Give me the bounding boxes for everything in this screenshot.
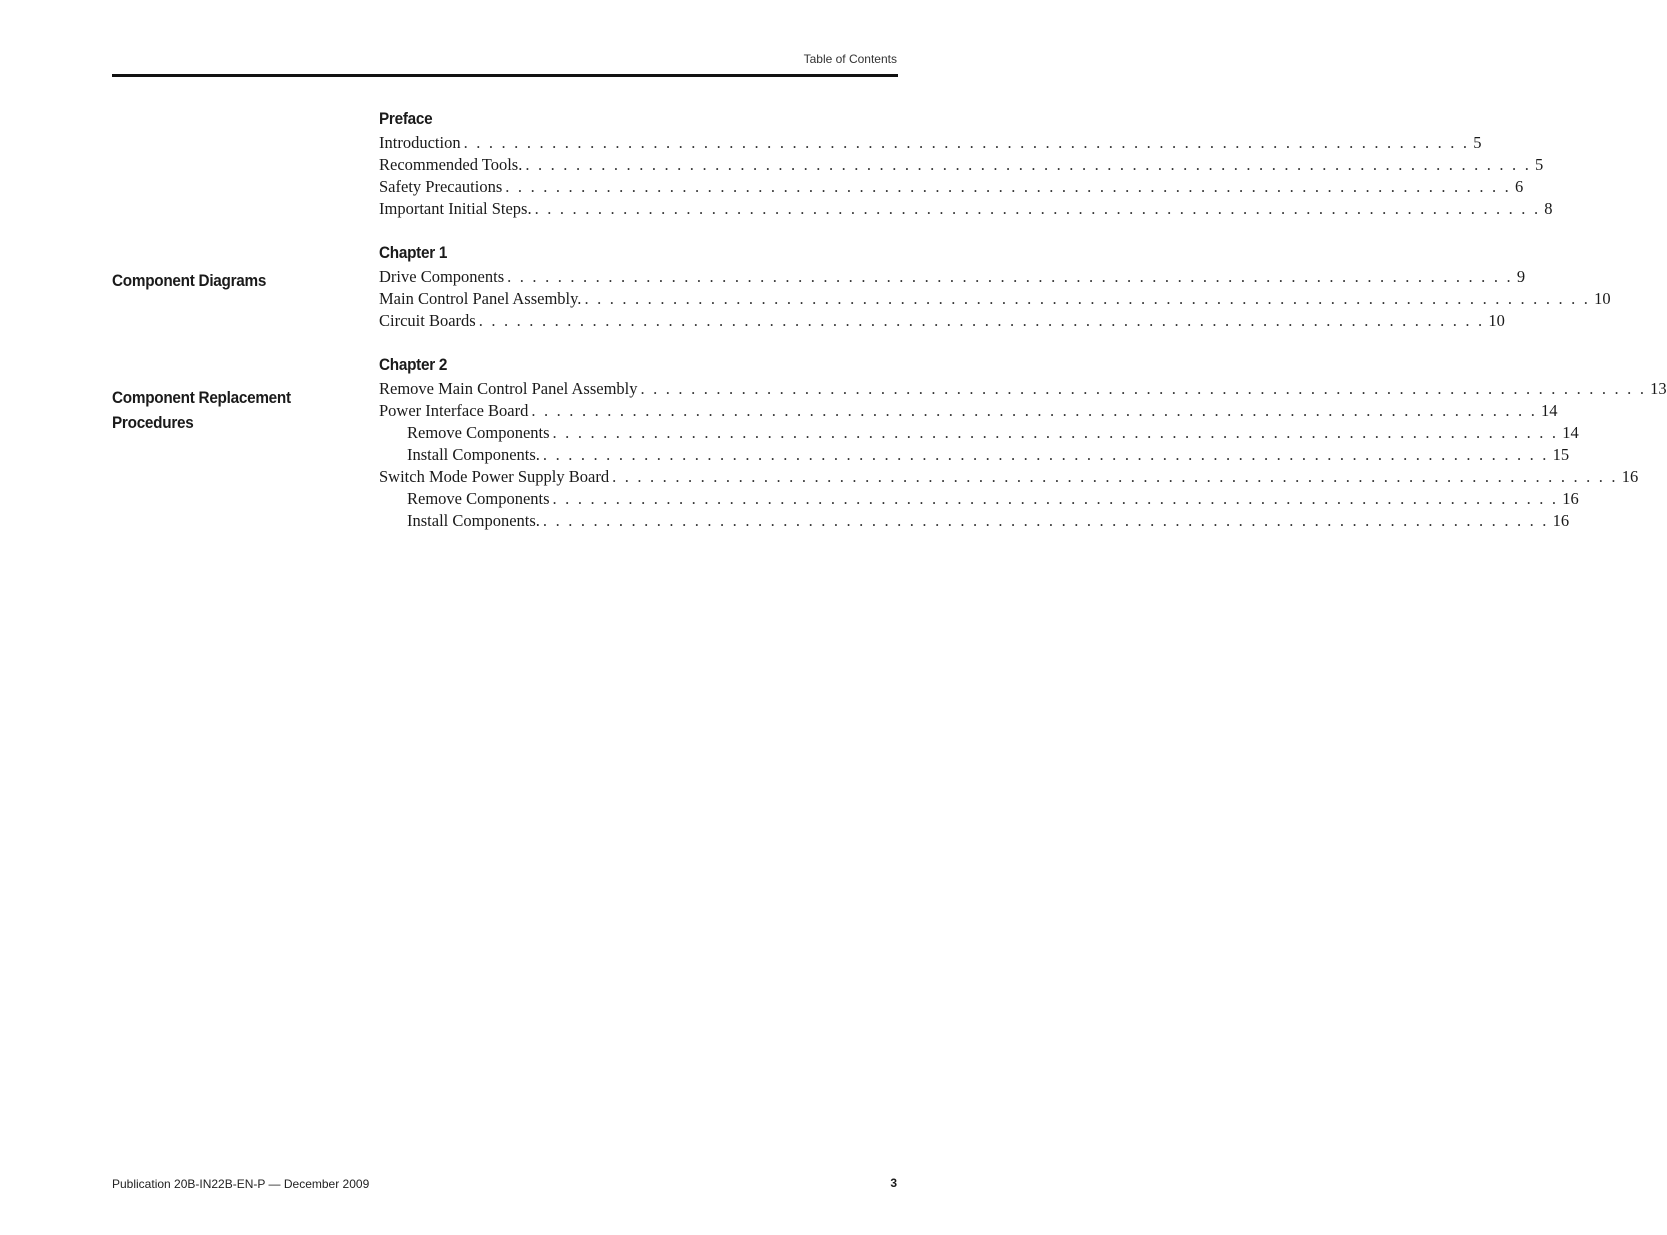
toc-entry[interactable] bbox=[379, 422, 1579, 444]
toc-entry-page: 8 bbox=[1544, 199, 1553, 218]
toc-entry-text: Safety Precautions bbox=[379, 177, 503, 196]
dot-leader: . . . . . . . . . . . . . . . . . . . . . . . . . . . . . . . . . . . . . . . . . . . . . . . . . . . . . . . . . . . . . . . . . . . . . . . . . . . . . . . . bbox=[478, 311, 1485, 330]
section-label: Chapter 2 bbox=[379, 355, 448, 374]
dot-leader: . . . . . . . . . . . . . . . . . . . . . . . . . . . . . . . . . . . . . . . . . . . . . . . . . . . . . . . . . . . . . . . . . . . . . . . . . . . . . . . . bbox=[525, 155, 1532, 174]
running-head: Table of Contents bbox=[803, 52, 897, 66]
toc-entry-text: Circuit Boards bbox=[379, 311, 476, 330]
toc-entry-text: Main Control Panel Assembly. bbox=[379, 289, 582, 308]
table-of-contents bbox=[379, 108, 1667, 554]
toc-entry[interactable] bbox=[379, 488, 1579, 510]
dot-leader: . . . . . . . . . . . . . . . . . . . . . . . . . . . . . . . . . . . . . . . . . . . . . . . . . . . . . . . . . . . . . . . . . . . . . . . . . . . . . . . . bbox=[612, 467, 1618, 486]
toc-section bbox=[379, 354, 1667, 532]
toc-entry-text: Switch Mode Power Supply Board bbox=[379, 467, 610, 486]
toc-entry-text: Introduction bbox=[379, 133, 461, 152]
toc-entry[interactable] bbox=[379, 198, 1553, 220]
toc-entry-text: Install Components. bbox=[407, 445, 540, 464]
toc-entry-text: Remove Main Control Panel Assembly bbox=[379, 379, 638, 398]
toc-entry-page: 14 bbox=[1562, 423, 1579, 442]
toc-entry-page: 13 bbox=[1650, 379, 1667, 398]
toc-entry[interactable] bbox=[379, 176, 1524, 198]
dot-leader: . . . . . . . . . . . . . . . . . . . . . . . . . . . . . . . . . . . . . . . . . . . . . . . . . . . . . . . . . . . . . . . . . . . . . . . . . . . . . . . . bbox=[552, 489, 1559, 508]
toc-entry-page: 14 bbox=[1541, 401, 1558, 420]
chapter-2-title: Component Replacement Procedures bbox=[112, 388, 291, 432]
dot-leader: . . . . . . . . . . . . . . . . . . . . . . . . . . . . . . . . . . . . . . . . . . . . . . . . . . . . . . . . . . . . . . . . . . . . . . . . . . . . . . . . bbox=[507, 267, 1513, 286]
toc-entry[interactable] bbox=[379, 510, 1570, 532]
publication-footer: Publication 20B-IN22B-EN-P — December 2009 bbox=[112, 1177, 370, 1191]
dot-leader: . . . . . . . . . . . . . . . . . . . . . . . . . . . . . . . . . . . . . . . . . . . . . . . . . . . . . . . . . . . . . . . . . . . . . . . . . . . . . . . . bbox=[463, 133, 1470, 152]
dot-leader: . . . . . . . . . . . . . . . . . . . . . . . . . . . . . . . . . . . . . . . . . . . . . . . . . . . . . . . . . . . . . . . . . . . . . . . . . . . . . . . . bbox=[531, 401, 1538, 420]
toc-entry-page: 10 bbox=[1594, 289, 1611, 308]
dot-leader: . . . . . . . . . . . . . . . . . . . . . . . . . . . . . . . . . . . . . . . . . . . . . . . . . . . . . . . . . . . . . . . . . . . . . . . . . . . . . . . . bbox=[542, 511, 1549, 530]
section-label: Preface bbox=[379, 109, 433, 128]
toc-entry-page: 6 bbox=[1514, 177, 1524, 196]
toc-section bbox=[379, 242, 1611, 332]
toc-entry-page: 15 bbox=[1552, 445, 1570, 464]
toc-entry-text: Install Components. bbox=[407, 511, 540, 530]
section-label: Chapter 1 bbox=[379, 243, 448, 262]
toc-entry[interactable] bbox=[379, 466, 1639, 488]
toc-entry-text: Recommended Tools. bbox=[379, 155, 523, 174]
toc-entry[interactable] bbox=[379, 378, 1667, 400]
toc-entry[interactable] bbox=[379, 154, 1544, 176]
dot-leader: . . . . . . . . . . . . . . . . . . . . . . . . . . . . . . . . . . . . . . . . . . . . . . . . . . . . . . . . . . . . . . . . . . . . . . . . . . . . . . . . bbox=[542, 445, 1549, 464]
toc-entry-page: 16 bbox=[1552, 511, 1570, 530]
page-number: 3 bbox=[890, 1176, 897, 1190]
toc-entry-text: Drive Components bbox=[379, 267, 505, 286]
toc-entry-page: 9 bbox=[1516, 267, 1526, 286]
toc-entry-text: Important Initial Steps. bbox=[379, 199, 532, 218]
dot-leader: . . . . . . . . . . . . . . . . . . . . . . . . . . . . . . . . . . . . . . . . . . . . . . . . . . . . . . . . . . . . . . . . . . . . . . . . . . . . . . . . bbox=[552, 423, 1559, 442]
toc-entry-text: Remove Components bbox=[407, 489, 550, 508]
dot-leader: . . . . . . . . . . . . . . . . . . . . . . . . . . . . . . . . . . . . . . . . . . . . . . . . . . . . . . . . . . . . . . . . . . . . . . . . . . . . . . . . bbox=[584, 289, 1591, 308]
toc-entry-text: Remove Components bbox=[407, 423, 550, 442]
toc-entry[interactable] bbox=[379, 132, 1482, 154]
toc-entry-page: 16 bbox=[1621, 467, 1639, 486]
toc-entry[interactable] bbox=[379, 266, 1526, 288]
toc-section bbox=[379, 108, 1553, 220]
toc-entry-text: Power Interface Board bbox=[379, 401, 529, 420]
toc-entry-page: 5 bbox=[1535, 155, 1544, 174]
toc-entry-page: 5 bbox=[1473, 133, 1482, 152]
toc-entry[interactable] bbox=[379, 444, 1570, 466]
dot-leader: . . . . . . . . . . . . . . . . . . . . . . . . . . . . . . . . . . . . . . . . . . . . . . . . . . . . . . . . . . . . . . . . . . . . . . . . . . . . . . . . bbox=[640, 379, 1647, 398]
dot-leader: . . . . . . . . . . . . . . . . . . . . . . . . . . . . . . . . . . . . . . . . . . . . . . . . . . . . . . . . . . . . . . . . . . . . . . . . . . . . . . . . bbox=[505, 177, 1511, 196]
toc-entry-page: 16 bbox=[1562, 489, 1579, 508]
chapter-1-title: Component Diagrams bbox=[112, 271, 267, 290]
toc-entry[interactable] bbox=[379, 310, 1505, 332]
toc-entry[interactable] bbox=[379, 288, 1611, 310]
toc-entry-page: 10 bbox=[1488, 311, 1505, 330]
dot-leader: . . . . . . . . . . . . . . . . . . . . . . . . . . . . . . . . . . . . . . . . . . . . . . . . . . . . . . . . . . . . . . . . . . . . . . . . . . . . . . . . bbox=[534, 199, 1541, 218]
header-rule bbox=[112, 74, 898, 77]
toc-entry[interactable] bbox=[379, 400, 1558, 422]
